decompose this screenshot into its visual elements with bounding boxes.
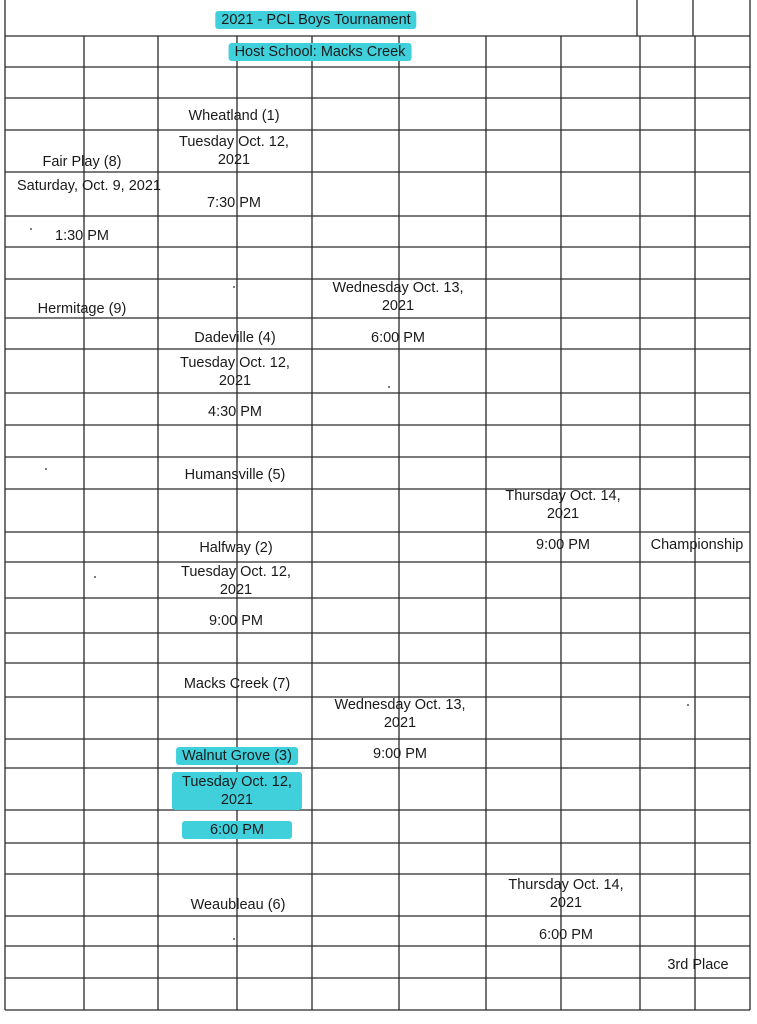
final2-date: Thursday Oct. 14, 2021 bbox=[508, 877, 624, 911]
scan-speck bbox=[94, 576, 96, 578]
qf4-date-text: Tuesday Oct. 12, 2021 bbox=[172, 772, 302, 810]
team-walnut-grove-text: Walnut Grove (3) bbox=[176, 747, 298, 765]
tournament-title-text: 2021 - PCL Boys Tournament bbox=[215, 11, 416, 29]
sf1-time: 6:00 PM bbox=[371, 330, 425, 346]
team-hermitage: Hermitage (9) bbox=[37, 301, 127, 317]
qf3-time: 9:00 PM bbox=[209, 613, 263, 629]
third-place-label: 3rd Place bbox=[667, 957, 729, 973]
tournament-title bbox=[215, 11, 416, 29]
scan-speck bbox=[233, 938, 235, 940]
team-fair-play: Fair Play (8) bbox=[42, 154, 122, 170]
host-school-text: Host School: Macks Creek bbox=[229, 43, 412, 61]
qf4-date bbox=[172, 772, 302, 810]
final1-date: Thursday Oct. 14, 2021 bbox=[505, 488, 621, 522]
sf2-time: 9:00 PM bbox=[373, 746, 427, 762]
qf4-time bbox=[182, 821, 292, 839]
qf1-date: Tuesday Oct. 12, 2021 bbox=[179, 134, 289, 168]
qf2-date: Tuesday Oct. 12, 2021 bbox=[180, 355, 290, 389]
scan-speck bbox=[30, 228, 32, 230]
scan-speck bbox=[687, 704, 689, 706]
host-school bbox=[229, 43, 412, 61]
team-weaubleau: Weaubleau (6) bbox=[190, 897, 286, 913]
team-walnut-grove bbox=[176, 747, 298, 765]
scan-speck bbox=[388, 386, 390, 388]
team-dadeville: Dadeville (4) bbox=[194, 330, 276, 346]
team-halfway: Halfway (2) bbox=[199, 540, 273, 556]
round1-date: Saturday, Oct. 9, 2021 bbox=[16, 178, 161, 194]
team-humansville: Humansville (5) bbox=[184, 467, 286, 483]
team-wheatland: Wheatland (1) bbox=[188, 108, 280, 124]
sf1-date: Wednesday Oct. 13, 2021 bbox=[332, 280, 464, 314]
final1-time: 9:00 PM bbox=[536, 537, 590, 553]
scan-speck bbox=[45, 468, 47, 470]
sf2-date: Wednesday Oct. 13, 2021 bbox=[334, 697, 466, 731]
team-macks-creek: Macks Creek (7) bbox=[183, 676, 291, 692]
qf3-date: Tuesday Oct. 12, 2021 bbox=[181, 564, 291, 598]
round1-time: 1:30 PM bbox=[55, 228, 109, 244]
qf4-time-text: 6:00 PM bbox=[182, 821, 292, 839]
qf2-time: 4:30 PM bbox=[208, 404, 262, 420]
championship-label: Championship bbox=[650, 537, 744, 553]
qf1-time: 7:30 PM bbox=[207, 195, 261, 211]
scan-speck bbox=[233, 286, 235, 288]
final2-time: 6:00 PM bbox=[539, 927, 593, 943]
